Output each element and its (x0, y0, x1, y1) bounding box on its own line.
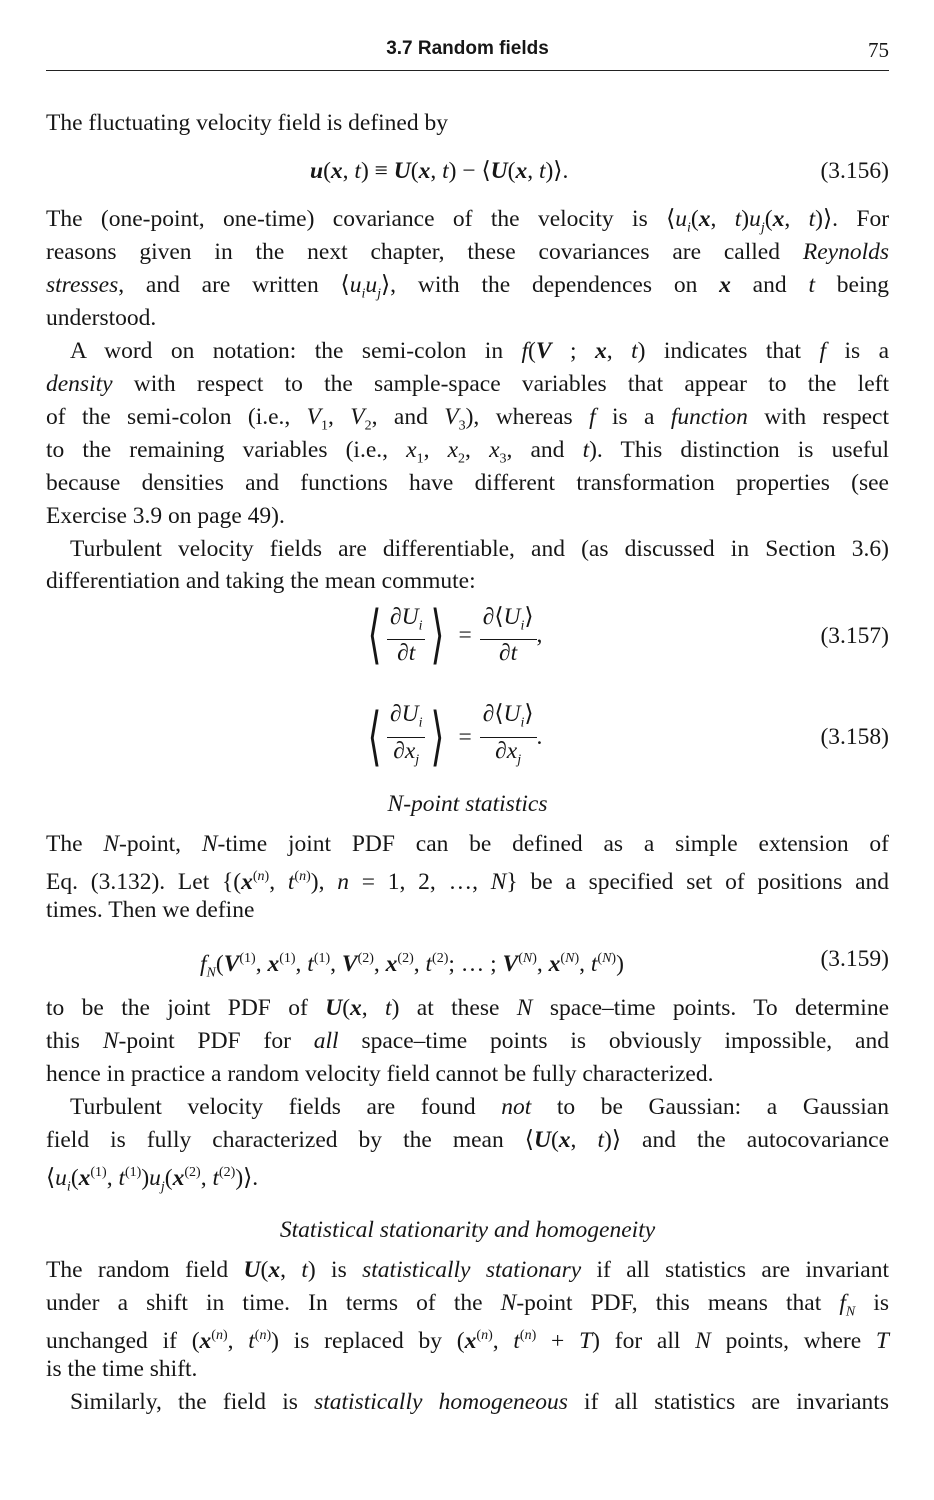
text-line: stresses, and are written $⟨u_iu_j⟩$, with the dependences on x and t being (46, 272, 889, 302)
text-line: A word on notation: the semi-colon in f(V ; x, t) indicates that f is a (70, 338, 890, 364)
page-number: 75 (868, 38, 889, 62)
text-line: Turbulent velocity fields are differentiable, and (as discussed in Section 3.6) (70, 536, 889, 562)
text-line: Turbulent velocity fields are found not to be Gaussian: a Gaussian (70, 1094, 889, 1120)
text-line: $⟨u_i(x^{(1)}$, $t^{(1)})u_j(x^{(2)}$, $t^{(2)})⟩$. (46, 1164, 259, 1195)
running-head (46, 38, 889, 68)
equation-3-159: $f_N(V^{(1)}$, $x^{(1)}$, $t^{(1)}$, $V^{(2)}$, $x^{(2)}$, $t^{(2)}$; … ; $V^{(N)}$, $x^{(N)}$, $t^{(N)}$) (200, 950, 624, 981)
text-line: The fluctuating velocity field is defined by (46, 110, 448, 136)
subsection-heading: N-point statistics (387, 791, 548, 817)
text-line: Eq. (3.132). Let {($x^{(n)}$, $t^{(n)}$), n = 1, 2, …, N} be a specified set of positions and (46, 868, 890, 895)
equation-3-158: ⟨ $\frac{\partial U_i}{\partial x_j}$ ⟩ = $\frac{\partial⟨U_i⟩}{\partial x_j}$ . (367, 700, 543, 774)
text-line: The random field U(x, t) is statistically stationary if all statistics are invariant (46, 1257, 890, 1283)
text-line: hence in practice a random velocity field cannot be fully characterized. (46, 1061, 714, 1087)
text-line: because densities and functions have different transformation properties (see (46, 470, 889, 496)
section-title: 3.7 Random fields (386, 38, 549, 59)
text-line: differentiation and taking the mean commute: (46, 568, 476, 594)
text-line: unchanged if ($x^{(n)}$, $t^{(n)}$) is replaced by ($x^{(n)}$, $t^{(n)} + T$) for all N points, where T (46, 1327, 889, 1354)
equation-number: (3.156) (820, 158, 889, 184)
text-line: times. Then we define (46, 897, 255, 923)
equation-number: (3.158) (820, 724, 889, 750)
text-line: to be the joint PDF of U(x, t) at these N space–time points. To determine (46, 995, 890, 1021)
text-line: reasons given in the next chapter, these covariances are called Reynolds (46, 239, 889, 265)
equation-3-157: ⟨ $\frac{\partial U_i}{\partial t}$ ⟩ = $\frac{\partial⟨U_i⟩}{\partial t}$ , (367, 598, 543, 672)
text-line: to the remaining variables (i.e., $x_1$, $x_2$, $x_3$, and t). This distinction is useful (46, 437, 890, 467)
subsection-heading: Statistical stationarity and homogeneity (279, 1217, 656, 1243)
text-line: Exercise 3.9 on page 49). (46, 503, 285, 529)
text-line: understood. (46, 305, 157, 331)
text-line: is the time shift. (46, 1356, 198, 1382)
text-line: of the semi-colon (i.e., $V_1$, $V_2$, and $V_3$), whereas f is a function with respect (46, 404, 890, 434)
text-line: under a shift in time. In terms of the N-point PDF, this means that $f_N$ is (46, 1290, 889, 1320)
text-line: field is fully characterized by the mean ⟨U(x, t)⟩ and the autocovariance (46, 1127, 889, 1153)
text-line: The (one-point, one-time) covariance of the velocity is $⟨u_i(x$, $t)u_j(x$, t)⟩. For (46, 206, 890, 236)
text-line: The N-point, N-time joint PDF can be defined as a simple extension of (46, 831, 889, 857)
text-line: this N-point PDF for all space–time points is obviously impossible, and (46, 1028, 889, 1054)
equation-3-156: u(x, t) ≡ U(x, t) − ⟨U(x, t)⟩. (310, 158, 569, 184)
text-line: density with respect to the sample-space variables that appear to the left (46, 371, 889, 397)
equation-number: (3.157) (820, 623, 889, 649)
text-line: Similarly, the field is statistically homogeneous if all statistics are invariants (70, 1389, 889, 1415)
equation-number: (3.159) (820, 946, 889, 972)
header-rule (46, 70, 889, 71)
